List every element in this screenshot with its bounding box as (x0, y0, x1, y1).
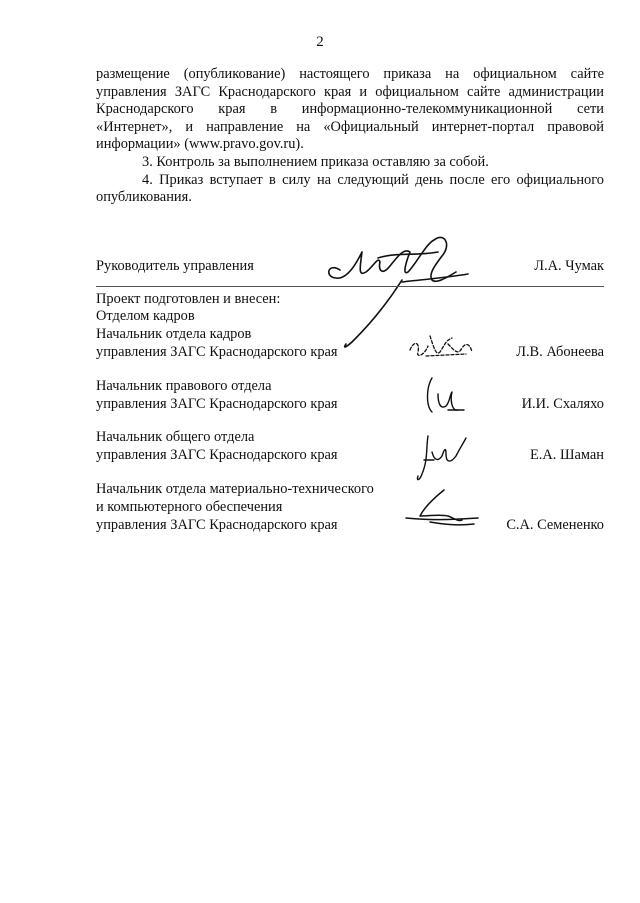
approver-title: Начальник отдела материально-технического (96, 481, 374, 497)
approver-name: И.И. Схаляхо (521, 396, 604, 412)
approver-title: управления ЗАГС Краснодарского края (96, 447, 338, 463)
approver-name: Л.В. Абонеева (516, 344, 604, 360)
approver-title: управления ЗАГС Краснодарского края (96, 344, 338, 360)
approver-title: и компьютерного обеспечения (96, 499, 283, 515)
paragraph-line: Краснодарского края в информационно-телекоммуникационной сети (96, 101, 604, 118)
page-number: 2 (316, 34, 324, 50)
order-body (96, 66, 604, 207)
paragraph-line: информации» (www.pravo.gov.ru). (96, 136, 304, 153)
approver-name: С.А. Семененко (506, 517, 604, 533)
approver-name: Е.А. Шаман (530, 447, 604, 463)
prepared-line: Проект подготовлен и внесен: (96, 291, 281, 307)
paragraph-line: опубликования. (96, 189, 192, 206)
approver-signature-image (412, 430, 472, 486)
paragraph-line: размещение (опубликование) настоящего приказа на официальном сайте (96, 66, 604, 82)
approver-title: управления ЗАГС Краснодарского края (96, 396, 338, 412)
separator-line (96, 286, 604, 287)
paragraph-line: управления ЗАГС Краснодарского края и официальном сайте администрации (96, 83, 604, 100)
paragraph-line: «Интернет», и направление на «Официальный интернет-портал правовой (96, 118, 604, 135)
paragraph-line: 4. Приказ вступает в силу на следующий день после его официального (142, 171, 604, 188)
approver-signature-image (400, 486, 484, 532)
head-name: Л.А. Чумак (534, 258, 604, 274)
head-title: Руководитель управления (96, 258, 254, 274)
approver-title: Начальник отдела кадров (96, 326, 252, 342)
paragraph-3: 3. Контроль за выполнением приказа оставляю за собой. (142, 153, 489, 170)
approver-title: управления ЗАГС Краснодарского края (96, 517, 338, 533)
prepared-department: Отделом кадров (96, 308, 195, 324)
approver-title: Начальник правового отдела (96, 378, 272, 394)
approver-signature-image (418, 372, 468, 420)
approver-title: Начальник общего отдела (96, 429, 255, 445)
approver-signature-image (400, 326, 480, 366)
